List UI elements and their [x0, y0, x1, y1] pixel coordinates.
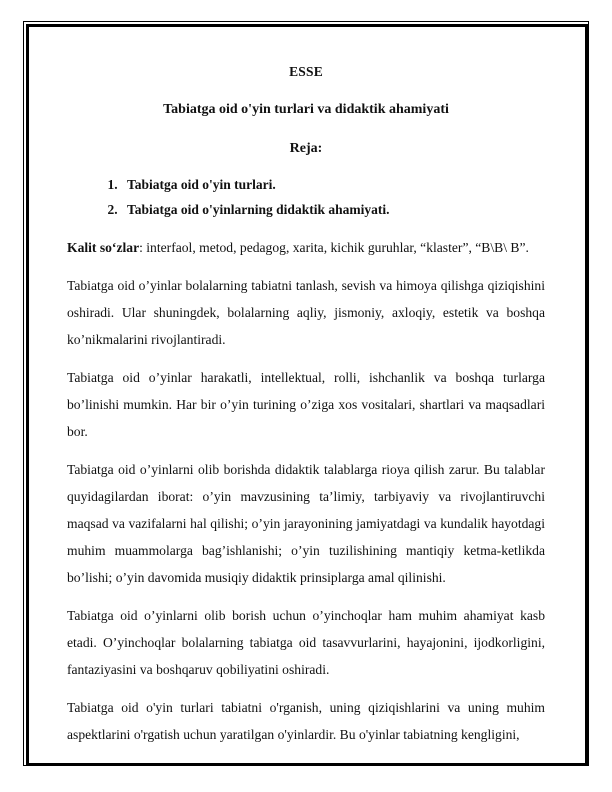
list-item: 2. Tabiatga oid o'yinlarning didaktik ahamiyati. — [121, 197, 545, 222]
list-item: 1. Tabiatga oid o'yin turlari. — [121, 172, 545, 197]
keywords-label: Kalit soʻzlar — [67, 240, 140, 255]
body-paragraph: Tabiatga oid o’yinlarni olib borishda didaktik talablarga rioya qilish zarur. Bu talablar quyidagilardan iborat: o’yin mavzusining ta’limiy, tarbiyaviy va rivojlantiruvchi maqsad va vazifalarni hal qilishi; o’yin jarayonining jamiyatdagi va kundalik hayotdagi muhim muammolarga bag’ishlanishi; o’yin tuzilishining mantiqiy ketma-ketlikda bo’lishi; o’yin davomida musiqiy didaktik prinsiplarga amal qilinishi. — [67, 462, 545, 585]
body-paragraph: Tabiatga oid o’yinlar bolalarning tabiatni tanlash, sevish va himoya qilishga qiziqishini oshiradi. Ular shuningdek, bolalarning aqliy, jismoniy, axloqiy, estetik va boshqa ko’nikmalarini rivojlantiradi. — [67, 278, 545, 347]
keywords-paragraph — [67, 234, 545, 261]
document-subtitle: Tabiatga oid o'yin turlari va didaktik ahamiyati — [163, 102, 449, 117]
plan-heading: Reja: — [289, 141, 323, 156]
body-paragraph: Tabiatga oid o’yinlarni olib borish uchun o’yinchoqlar ham muhim ahamiyat kasb etadi. O’yinchoqlar bolalarning tabiatga oid tasavvurlarini, hayajonini, ijodkorligini, fantaziyasini va boshqaruv qobiliyatini oshiradi. — [67, 608, 545, 677]
document-title: ESSE — [289, 64, 323, 79]
body-paragraph: Tabiatga oid o’yinlar harakatli, intellektual, rolli, ishchanlik va boshqa turlarga bo’linishi mumkin. Har bir o’yin turining o’ziga xos vositalari, shartlari va maqsadlari bor. — [67, 370, 545, 439]
body-paragraph: Tabiatga oid o'yin turlari tabiatni o'rganish, uning qiziqishlarini va uning muhim aspektlarini o'rgatish uchun yaratilgan o'yinlardir. Bu o'yinlar tabiatning kengligini, — [67, 700, 545, 742]
document-body — [67, 58, 545, 759]
plan-list — [67, 172, 545, 222]
keywords-text: : interfaol, metod, pedagog, xarita, kichik guruhlar, “klaster”, “B\B\ B”. — [139, 240, 529, 255]
